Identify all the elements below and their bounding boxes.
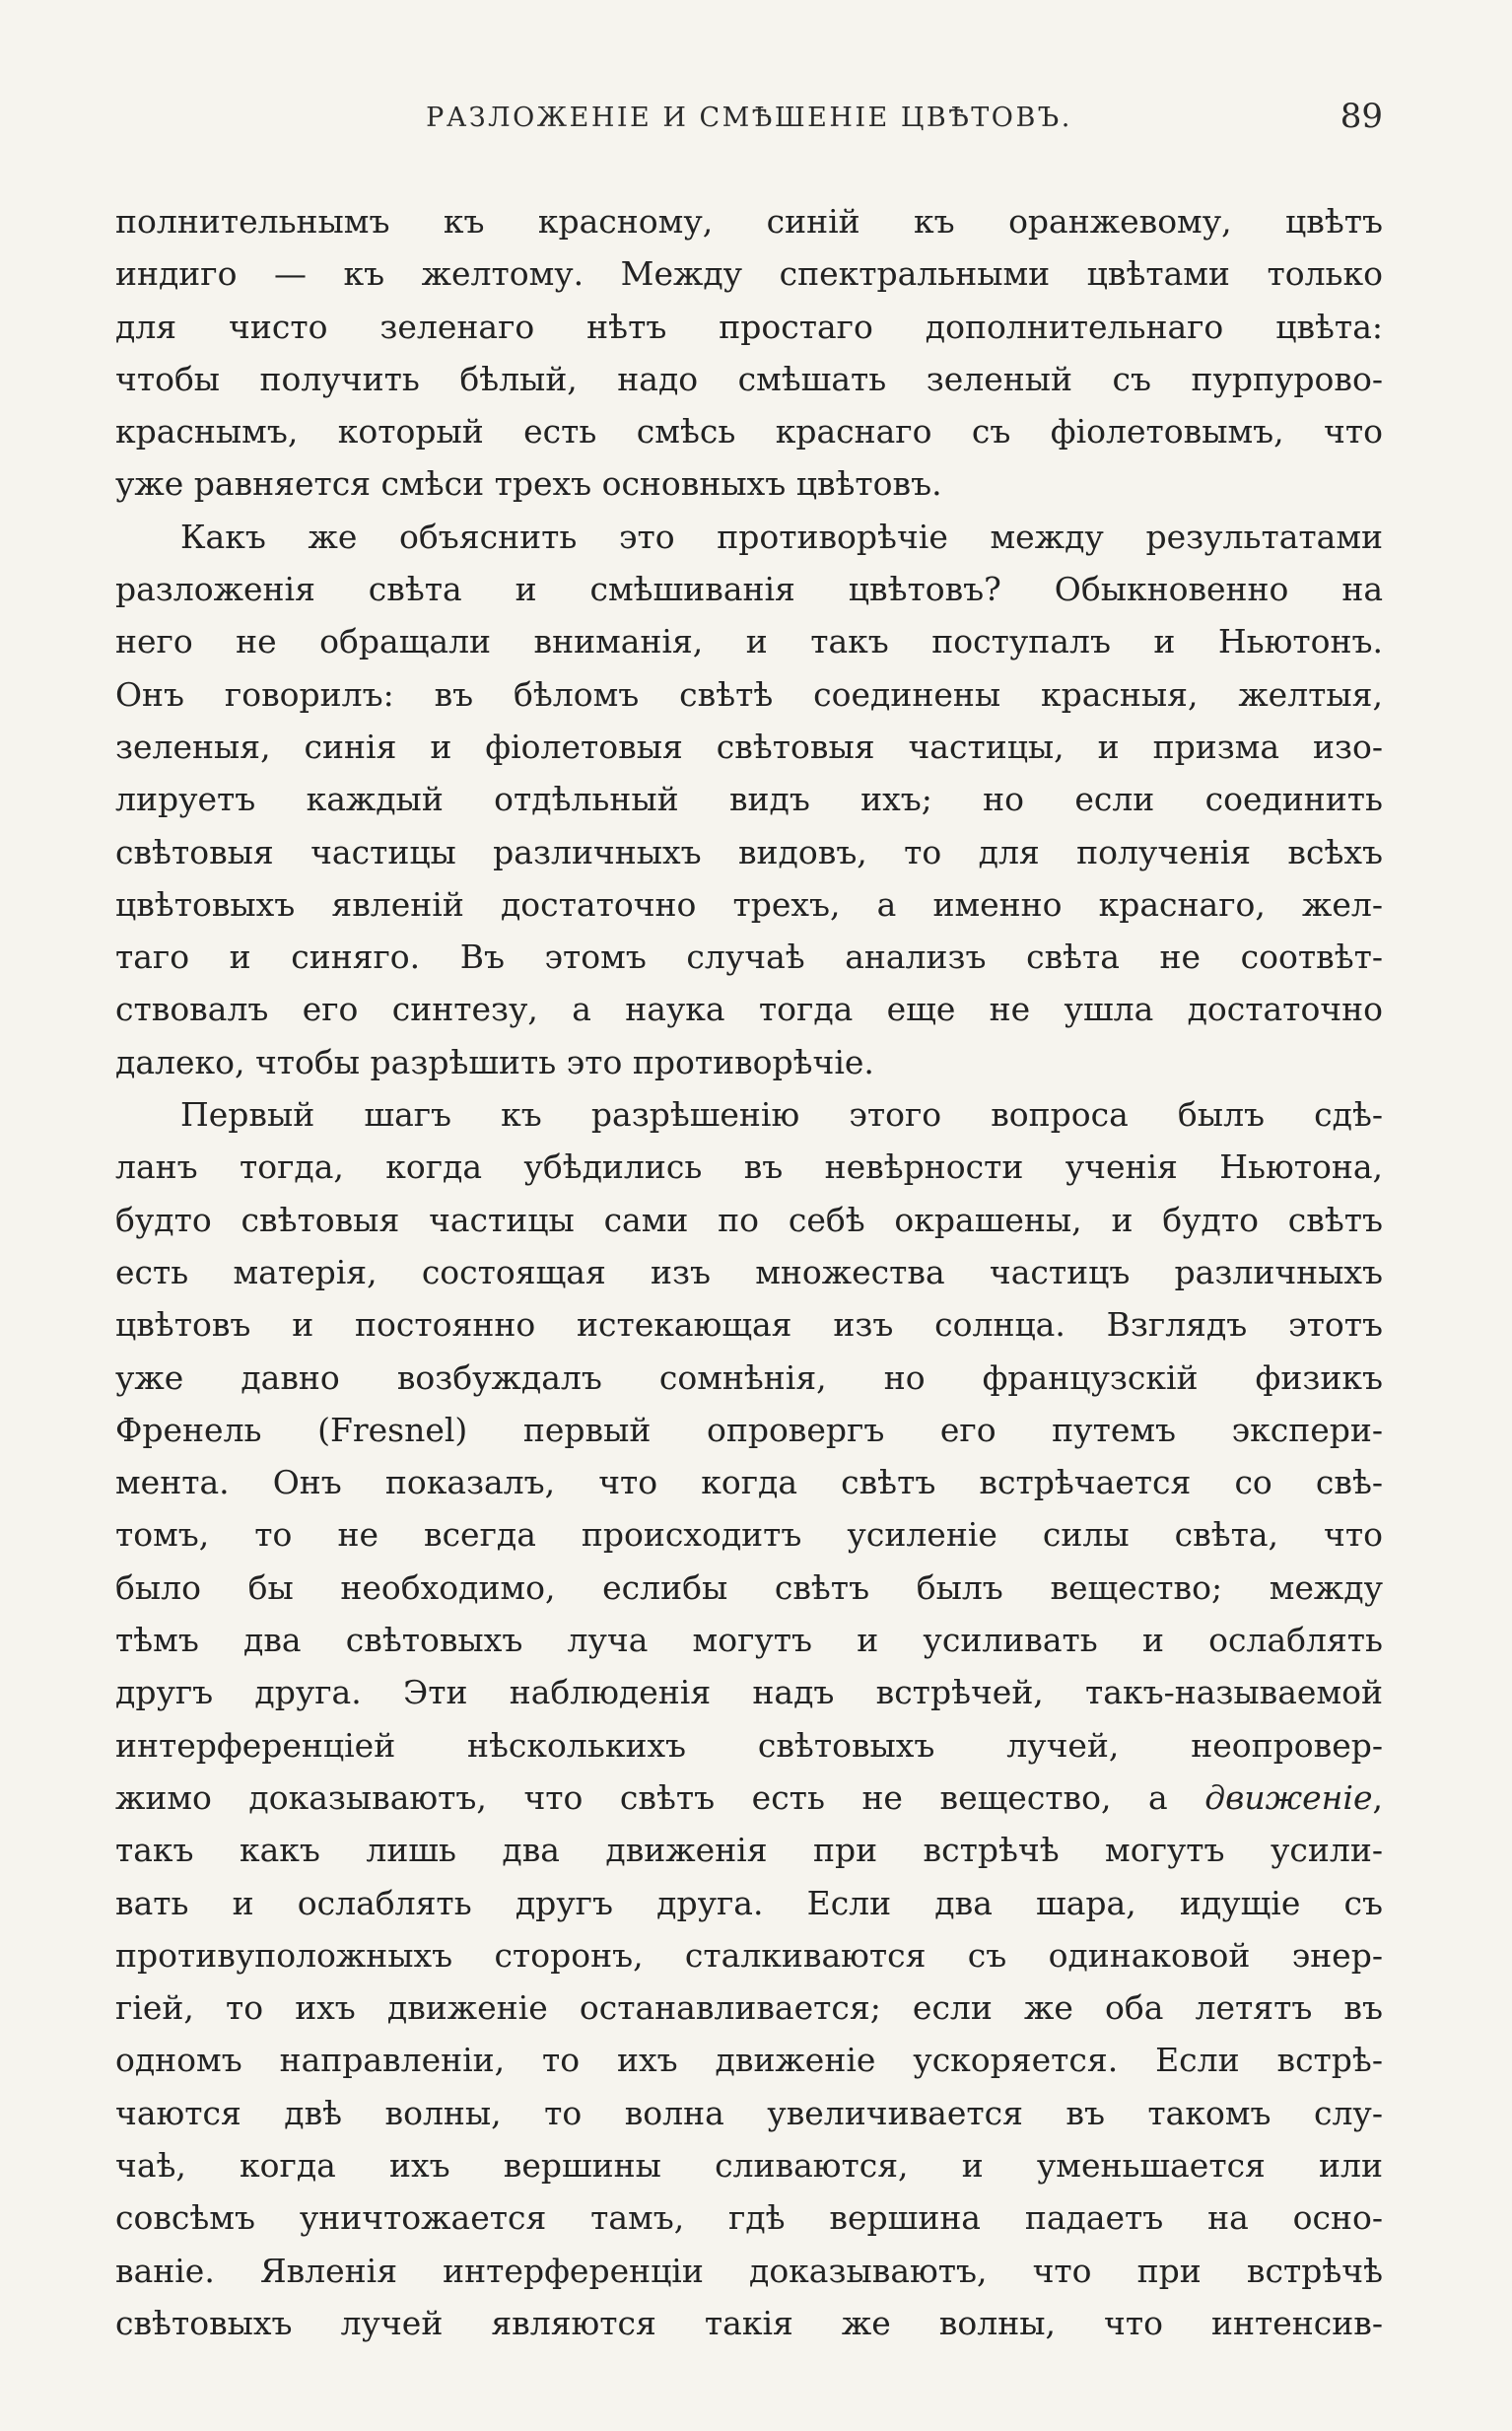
- text-line: было бы необходимо, еслибы свѣтъ былъ вещество; между: [115, 1567, 1383, 1607]
- text-line: ствовалъ его синтезу, а наука тогда еще не ушла достаточно: [115, 990, 1383, 1029]
- text-line: Первый шагъ къ разрѣшенію этого вопроса былъ сдѣ-: [180, 1095, 1383, 1135]
- text-line: лируетъ каждый отдѣльный видъ ихъ; но если соединить: [115, 780, 1383, 819]
- text-line: есть матерія, состоящая изъ множества частицъ различныхъ: [115, 1252, 1383, 1291]
- text-line: ваніе. Явленія интерференціи доказываютъ, что при встрѣчѣ: [115, 2251, 1383, 2290]
- page-number: 89: [1340, 97, 1383, 136]
- text-line: цвѣтовыхъ явленій достаточно трехъ, а именно краснаго, жел-: [115, 884, 1383, 924]
- text-line: чтобы получить бѣлый, надо смѣшать зеленый съ пурпурово-: [115, 359, 1383, 398]
- text-line: далеко, чтобы разрѣшить это противорѣчіе.: [115, 1042, 874, 1081]
- text-line: чаются двѣ волны, то волна увеличивается въ такомъ слу-: [115, 2093, 1383, 2132]
- text-line: ланъ тогда, когда убѣдились въ невѣрности ученія Ньютона,: [115, 1147, 1383, 1187]
- text-line: такъ какъ лишь два движенія при встрѣчѣ могутъ усили-: [115, 1831, 1383, 1870]
- text-line: мента. Онъ показалъ, что когда свѣтъ встрѣчается со свѣ-: [115, 1463, 1383, 1502]
- text-line: него не обращали вниманія, и такъ поступалъ и Ньютонъ.: [115, 622, 1383, 661]
- text-line: таго и синяго. Въ этомъ случаѣ анализъ свѣта не соотвѣт-: [115, 938, 1383, 977]
- text-line: свѣтовыя частицы различныхъ видовъ, то для полученія всѣхъ: [115, 832, 1383, 871]
- text-line: томъ, то не всегда происходитъ усиленіе силы свѣта, что: [115, 1515, 1383, 1555]
- text-line: вать и ослаблять другъ друга. Если два шара, идущіе съ: [115, 1883, 1383, 1922]
- text-line: жимо доказываютъ, что свѣтъ есть не вещество, а движеніе,: [115, 1777, 1383, 1817]
- text-line: Какъ же объяснить это противорѣчіе между результатами: [180, 517, 1383, 556]
- text-line: чаѣ, когда ихъ вершины сливаются, и уменьшается или: [115, 2145, 1383, 2185]
- body-text: [115, 195, 1383, 2349]
- text-line: другъ друга. Эти наблюденія надъ встрѣчей, такъ-называемой: [115, 1673, 1383, 1712]
- text-line: цвѣтовъ и постоянно истекающая изъ солнца. Взглядъ этотъ: [115, 1305, 1383, 1345]
- text-line: гіей, то ихъ движеніе останавливается; если же оба летятъ въ: [115, 1988, 1383, 2028]
- text-line: будто свѣтовыя частицы сами по себѣ окрашены, и будто свѣтъ: [115, 1200, 1383, 1239]
- emphasized-word: движеніе: [1204, 1777, 1373, 1817]
- text-line: краснымъ, который есть смѣсь краснаго съ фіолетовымъ, что: [115, 412, 1383, 451]
- text-line: свѣтовыхъ лучей являются такія же волны, что интенсив-: [115, 2303, 1383, 2342]
- running-header: [115, 97, 1383, 146]
- text-line: Онъ говорилъ: въ бѣломъ свѣтѣ соединены красныя, желтыя,: [115, 674, 1383, 714]
- text-line: уже равняется смѣси трехъ основныхъ цвѣтовъ.: [115, 464, 942, 504]
- text-line: интерференціей нѣсколькихъ свѣтовыхъ лучей, неопровер-: [115, 1725, 1383, 1765]
- text-line: для чисто зеленаго нѣтъ простаго дополнительнаго цвѣта:: [115, 307, 1383, 346]
- text-line: зеленыя, синія и фіолетовыя свѣтовыя частицы, и призма изо-: [115, 727, 1383, 766]
- text-line: полнительнымъ къ красному, синій къ оранжевому, цвѣтъ: [115, 202, 1383, 241]
- text-line: одномъ направленіи, то ихъ движеніе ускоряется. Если встрѣ-: [115, 2041, 1383, 2080]
- text-line: Френель (Fresnel) первый опровергъ его путемъ экспери-: [115, 1410, 1383, 1449]
- text-line: индиго — къ желтому. Между спектральными цвѣтами только: [115, 254, 1383, 294]
- text-line: совсѣмъ уничтожается тамъ, гдѣ вершина падаетъ на осно-: [115, 2198, 1383, 2238]
- text-line: тѣмъ два свѣтовыхъ луча могутъ и усиливать и ослаблять: [115, 1621, 1383, 1660]
- text-line: уже давно возбуждалъ сомнѣнія, но французскій физикъ: [115, 1357, 1383, 1397]
- running-title: РАЗЛОЖЕНІЕ И СМѢШЕНІЕ ЦВѢТОВЪ.: [426, 103, 1072, 133]
- text-line: противуположныхъ сторонъ, сталкиваются съ одинаковой энер-: [115, 1935, 1383, 1975]
- text-line: разложенія свѣта и смѣшиванія цвѣтовъ? Обыкновенно на: [115, 570, 1383, 609]
